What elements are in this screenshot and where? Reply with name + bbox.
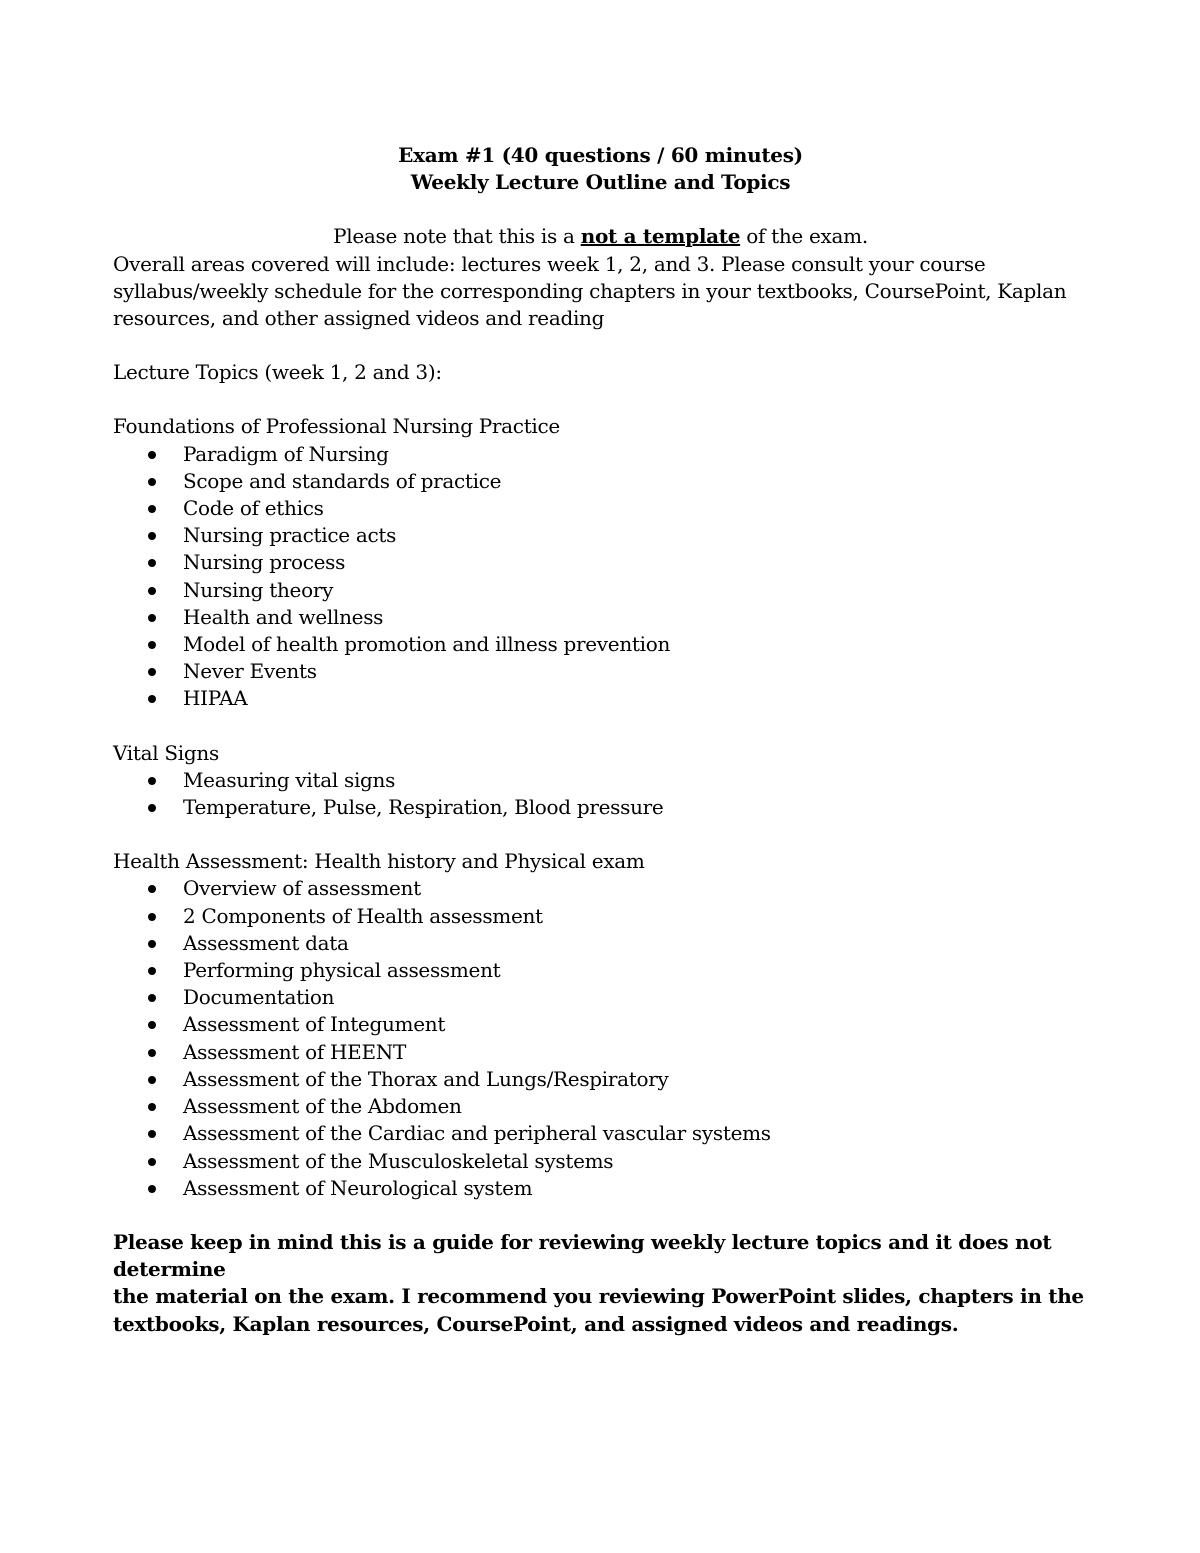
overview-line: resources, and other assigned videos and reading — [113, 306, 605, 331]
list-item: Performing physical assessment — [113, 957, 1088, 984]
section-heading: Foundations of Professional Nursing Practice — [113, 414, 560, 439]
spacer — [113, 713, 1088, 740]
list-item: Assessment of the Thorax and Lungs/Respiratory — [113, 1066, 1088, 1093]
list-item: Assessment data — [113, 930, 1088, 957]
list-item: Code of ethics — [113, 495, 1088, 522]
note-prefix: Please note that this is a — [333, 224, 581, 249]
document-page — [113, 142, 1088, 1338]
spacer — [113, 1202, 1088, 1229]
list-item: Measuring vital signs — [113, 767, 1088, 794]
topics-heading: Lecture Topics (week 1, 2 and 3): — [113, 360, 442, 385]
overview-paragraph — [113, 251, 1088, 333]
list-item: Nursing theory — [113, 577, 1088, 604]
exam-title: Exam #1 (40 questions / 60 minutes) — [398, 143, 803, 167]
section-list — [113, 875, 1088, 1201]
section-list — [113, 767, 1088, 821]
list-item: Assessment of the Musculoskeletal systems — [113, 1148, 1088, 1175]
spacer — [113, 386, 1088, 413]
list-item: Model of health promotion and illness prevention — [113, 631, 1088, 658]
section-heading: Vital Signs — [113, 740, 219, 765]
note-suffix: of the exam. — [740, 224, 868, 249]
list-item: Temperature, Pulse, Respiration, Blood pressure — [113, 794, 1088, 821]
section-heading: Health Assessment: Health history and Physical exam — [113, 849, 645, 874]
exam-subtitle: Weekly Lecture Outline and Topics — [410, 170, 791, 195]
spacer — [113, 196, 1088, 223]
note-emphasis: not a template — [580, 224, 741, 249]
list-item: Health and wellness — [113, 604, 1088, 631]
list-item: HIPAA — [113, 685, 1088, 712]
section-list — [113, 441, 1088, 713]
list-item: Assessment of the Abdomen — [113, 1093, 1088, 1120]
overview-line: Overall areas covered will include: lectures week 1, 2, and 3. Please consult your course — [113, 251, 986, 276]
closing-line: the material on the exam. I recommend you reviewing PowerPoint slides, chapters in the — [113, 1284, 1084, 1309]
list-item: Overview of assessment — [113, 875, 1088, 902]
list-item: Assessment of Integument — [113, 1011, 1088, 1038]
closing-line: textbooks, Kaplan resources, CoursePoint, and assigned videos and readings. — [113, 1311, 959, 1336]
spacer — [113, 821, 1088, 848]
list-item: Nursing practice acts — [113, 522, 1088, 549]
overview-line: syllabus/weekly schedule for the corresponding chapters in your textbooks, CoursePoint, Kaplan — [113, 278, 1067, 303]
list-item: Paradigm of Nursing — [113, 441, 1088, 468]
list-item: Nursing process — [113, 549, 1088, 576]
closing-line: Please keep in mind this is a guide for reviewing weekly lecture topics and it does not determine — [113, 1229, 1052, 1282]
list-item: Assessment of the Cardiac and peripheral vascular systems — [113, 1120, 1088, 1147]
list-item: Scope and standards of practice — [113, 468, 1088, 495]
spacer — [113, 332, 1088, 359]
list-item: Assessment of HEENT — [113, 1039, 1088, 1066]
list-item: Never Events — [113, 658, 1088, 685]
note-line — [113, 223, 1088, 250]
closing-paragraph — [113, 1229, 1088, 1338]
list-item: 2 Components of Health assessment — [113, 903, 1088, 930]
list-item: Documentation — [113, 984, 1088, 1011]
list-item: Assessment of Neurological system — [113, 1175, 1088, 1202]
